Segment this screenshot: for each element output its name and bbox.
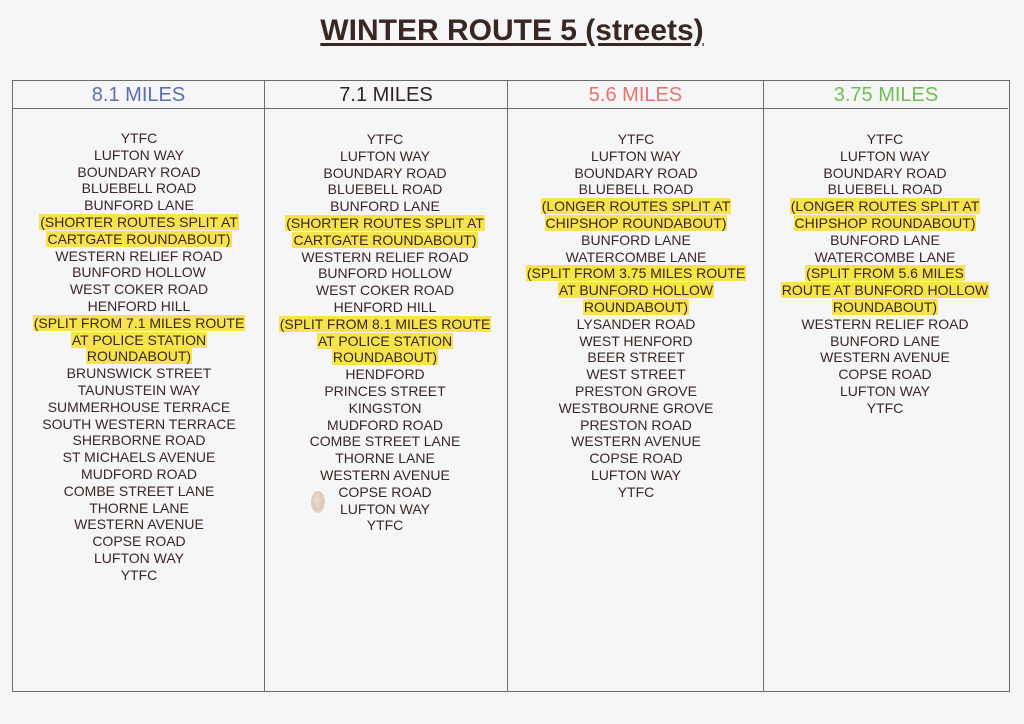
street-item (32, 298, 246, 315)
street-name: LUFTON WAY (94, 146, 184, 163)
street-item (780, 333, 990, 350)
route-column-5-6 (508, 81, 764, 691)
street-name: WESTERN RELIEF ROAD (55, 247, 223, 264)
street-item (32, 399, 246, 416)
route-split-note (780, 198, 990, 232)
route-column-3-75 (764, 81, 1008, 691)
street-item (780, 165, 990, 182)
street-name: BOUNDARY ROAD (77, 163, 201, 180)
street-item (520, 349, 752, 366)
street-item (32, 516, 246, 533)
route-column-7-1 (265, 81, 508, 691)
street-item (520, 316, 752, 333)
street-item (32, 466, 246, 483)
street-item (520, 131, 752, 148)
street-name: BUNFORD LANE (830, 332, 940, 349)
street-item (32, 264, 246, 281)
street-name: PRESTON ROAD (580, 416, 692, 433)
street-item (275, 265, 495, 282)
paper-stain (311, 491, 325, 513)
column-heading: 5.6 MILES (508, 81, 763, 109)
street-name: BLUEBELL ROAD (327, 181, 443, 198)
street-name: YTFC (617, 483, 655, 500)
route-split-note (275, 215, 495, 249)
street-name: WEST HENFORD (579, 332, 693, 349)
street-item (275, 299, 495, 316)
street-item (520, 383, 752, 400)
street-item (780, 249, 990, 266)
street-list (275, 131, 495, 534)
street-item (32, 550, 246, 567)
street-item (520, 366, 752, 383)
street-name: YTFC (866, 399, 904, 416)
street-name: BEER STREET (587, 349, 685, 366)
street-item (520, 400, 752, 417)
street-item (275, 501, 495, 518)
street-item (32, 483, 246, 500)
street-name: LUFTON WAY (840, 147, 930, 164)
street-item (275, 165, 495, 182)
street-name: LUFTON WAY (340, 147, 430, 164)
split-note-text: (SPLIT FROM 8.1 MILES ROUTE AT POLICE STATION ROUNDABOUT) (279, 315, 491, 366)
street-item (32, 416, 246, 433)
street-name: WEST STREET (586, 366, 686, 383)
street-name: ST MICHAELS AVENUE (62, 449, 216, 466)
street-item (520, 249, 752, 266)
split-note-text: (SHORTER ROUTES SPLIT AT CARTGATE ROUNDABOUT) (40, 213, 238, 247)
street-item (275, 198, 495, 215)
street-item (520, 232, 752, 249)
street-item (32, 130, 246, 147)
street-name: LYSANDER ROAD (576, 315, 696, 332)
street-name: BLUEBELL ROAD (81, 180, 197, 197)
street-name: YTFC (366, 131, 404, 147)
street-item (275, 131, 495, 148)
street-name: SOUTH WESTERN TERRACE (42, 415, 236, 432)
street-name: BOUNDARY ROAD (574, 164, 698, 181)
street-name: SUMMERHOUSE TERRACE (47, 398, 231, 415)
street-item (275, 433, 495, 450)
street-name: PRESTON GROVE (575, 382, 697, 399)
route-split-note (520, 198, 752, 232)
street-name: WATERCOMBE LANE (814, 248, 956, 265)
split-note-text: (LONGER ROUTES SPLIT AT CHIPSHOP ROUNDABOUT) (790, 198, 980, 231)
route-split-note (520, 265, 752, 315)
street-name: LUFTON WAY (340, 500, 430, 517)
route-split-note (275, 316, 495, 366)
street-name: MUDFORD ROAD (81, 465, 197, 482)
street-item (275, 383, 495, 400)
street-item (780, 232, 990, 249)
street-name: WESTERN AVENUE (571, 433, 701, 450)
street-name: MUDFORD ROAD (327, 416, 443, 433)
split-note-text: (SPLIT FROM 5.6 MILES ROUTE AT BUNFORD HOLLOW ROUNDABOUT) (781, 265, 989, 315)
street-name: COPSE ROAD (589, 450, 683, 467)
street-item (520, 467, 752, 484)
street-item (780, 400, 990, 417)
street-name: BRUNSWICK STREET (66, 365, 212, 382)
street-item (32, 180, 246, 197)
street-name: TAUNUSTEIN WAY (77, 381, 201, 398)
street-name: HENDFORD (345, 366, 425, 383)
street-item (520, 181, 752, 198)
street-name: WESTERN RELIEF ROAD (301, 248, 469, 265)
street-name: COMBE STREET LANE (309, 433, 461, 450)
street-item (275, 366, 495, 383)
street-item (32, 567, 246, 584)
street-item (780, 181, 990, 198)
street-name: BUNFORD LANE (330, 198, 440, 215)
street-name: BOUNDARY ROAD (323, 164, 447, 181)
street-name: WESTERN AVENUE (320, 466, 450, 483)
street-name: LUFTON WAY (94, 549, 184, 566)
street-item (520, 333, 752, 350)
street-name: BLUEBELL ROAD (578, 181, 694, 198)
split-note-text: (LONGER ROUTES SPLIT AT CHIPSHOP ROUNDABOUT) (541, 198, 731, 231)
route-column-8-1 (13, 81, 265, 691)
street-name: COPSE ROAD (338, 483, 432, 500)
street-item (32, 382, 246, 399)
street-name: BUNFORD LANE (830, 231, 940, 248)
street-item (32, 281, 246, 298)
street-name: COPSE ROAD (838, 366, 932, 383)
street-item (32, 365, 246, 382)
street-item (520, 165, 752, 182)
column-heading: 7.1 MILES (265, 81, 507, 109)
street-item (520, 148, 752, 165)
street-item (780, 366, 990, 383)
street-name: THORNE LANE (89, 499, 189, 516)
street-name: WEST COKER ROAD (315, 282, 455, 299)
street-name: BOUNDARY ROAD (823, 164, 947, 181)
street-name: YTFC (617, 131, 655, 147)
street-item (32, 533, 246, 550)
street-item (275, 148, 495, 165)
street-list (520, 131, 752, 501)
routes-table (12, 80, 1010, 692)
street-item (780, 148, 990, 165)
street-name: WESTERN AVENUE (820, 349, 950, 366)
page-title: WINTER ROUTE 5 (streets) (320, 14, 704, 47)
column-heading: 8.1 MILES (13, 81, 264, 109)
street-name: THORNE LANE (335, 450, 435, 467)
street-item (32, 147, 246, 164)
street-item (275, 400, 495, 417)
column-heading: 3.75 MILES (764, 81, 1008, 109)
street-name: HENFORD HILL (333, 298, 437, 315)
street-name: WESTERN RELIEF ROAD (801, 315, 969, 332)
street-item (275, 282, 495, 299)
street-item (32, 248, 246, 265)
street-name: BLUEBELL ROAD (827, 181, 943, 198)
street-list (780, 131, 990, 417)
street-name: COMBE STREET LANE (63, 482, 215, 499)
street-name: WESTERN AVENUE (74, 516, 204, 533)
street-name: YTFC (120, 130, 158, 146)
street-item (275, 450, 495, 467)
street-item (780, 316, 990, 333)
street-name: LUFTON WAY (840, 382, 930, 399)
street-name: BUNFORD HOLLOW (72, 264, 206, 281)
street-item (32, 197, 246, 214)
street-item (275, 181, 495, 198)
street-item (275, 484, 495, 501)
street-item (780, 349, 990, 366)
street-name: YTFC (120, 566, 158, 583)
street-item (32, 449, 246, 466)
street-item (275, 417, 495, 434)
street-name: YTFC (366, 517, 404, 534)
street-name: LUFTON WAY (591, 466, 681, 483)
street-item (780, 383, 990, 400)
street-item (275, 467, 495, 484)
street-name: KINGSTON (348, 399, 422, 416)
street-name: HENFORD HILL (87, 297, 191, 314)
street-name: LUFTON WAY (591, 147, 681, 164)
street-name: YTFC (866, 131, 904, 147)
street-item (520, 417, 752, 434)
street-name: WESTBOURNE GROVE (558, 399, 714, 416)
street-item (520, 433, 752, 450)
street-name: PRINCES STREET (324, 382, 446, 399)
split-note-text: (SPLIT FROM 7.1 MILES ROUTE AT POLICE STATION ROUNDABOUT) (33, 314, 245, 365)
street-name: WATERCOMBE LANE (565, 248, 707, 265)
street-item (275, 249, 495, 266)
street-list (32, 130, 246, 584)
street-item (32, 164, 246, 181)
street-name: SHERBORNE ROAD (72, 432, 206, 449)
street-name: BUNFORD LANE (581, 231, 691, 248)
split-note-text: (SHORTER ROUTES SPLIT AT CARTGATE ROUNDABOUT) (286, 214, 484, 248)
street-name: WEST COKER ROAD (69, 281, 209, 298)
street-item (780, 131, 990, 148)
route-split-note (780, 265, 990, 315)
street-item (520, 484, 752, 501)
street-name: COPSE ROAD (92, 533, 186, 550)
street-item (275, 517, 495, 534)
street-item (520, 450, 752, 467)
street-name: BUNFORD LANE (84, 197, 194, 214)
split-note-text: (SPLIT FROM 3.75 MILES ROUTE AT BUNFORD HOLLOW ROUNDABOUT) (526, 265, 746, 315)
route-split-note (32, 315, 246, 365)
street-item (32, 432, 246, 449)
route-split-note (32, 214, 246, 248)
street-name: BUNFORD HOLLOW (318, 265, 452, 282)
street-item (32, 500, 246, 517)
